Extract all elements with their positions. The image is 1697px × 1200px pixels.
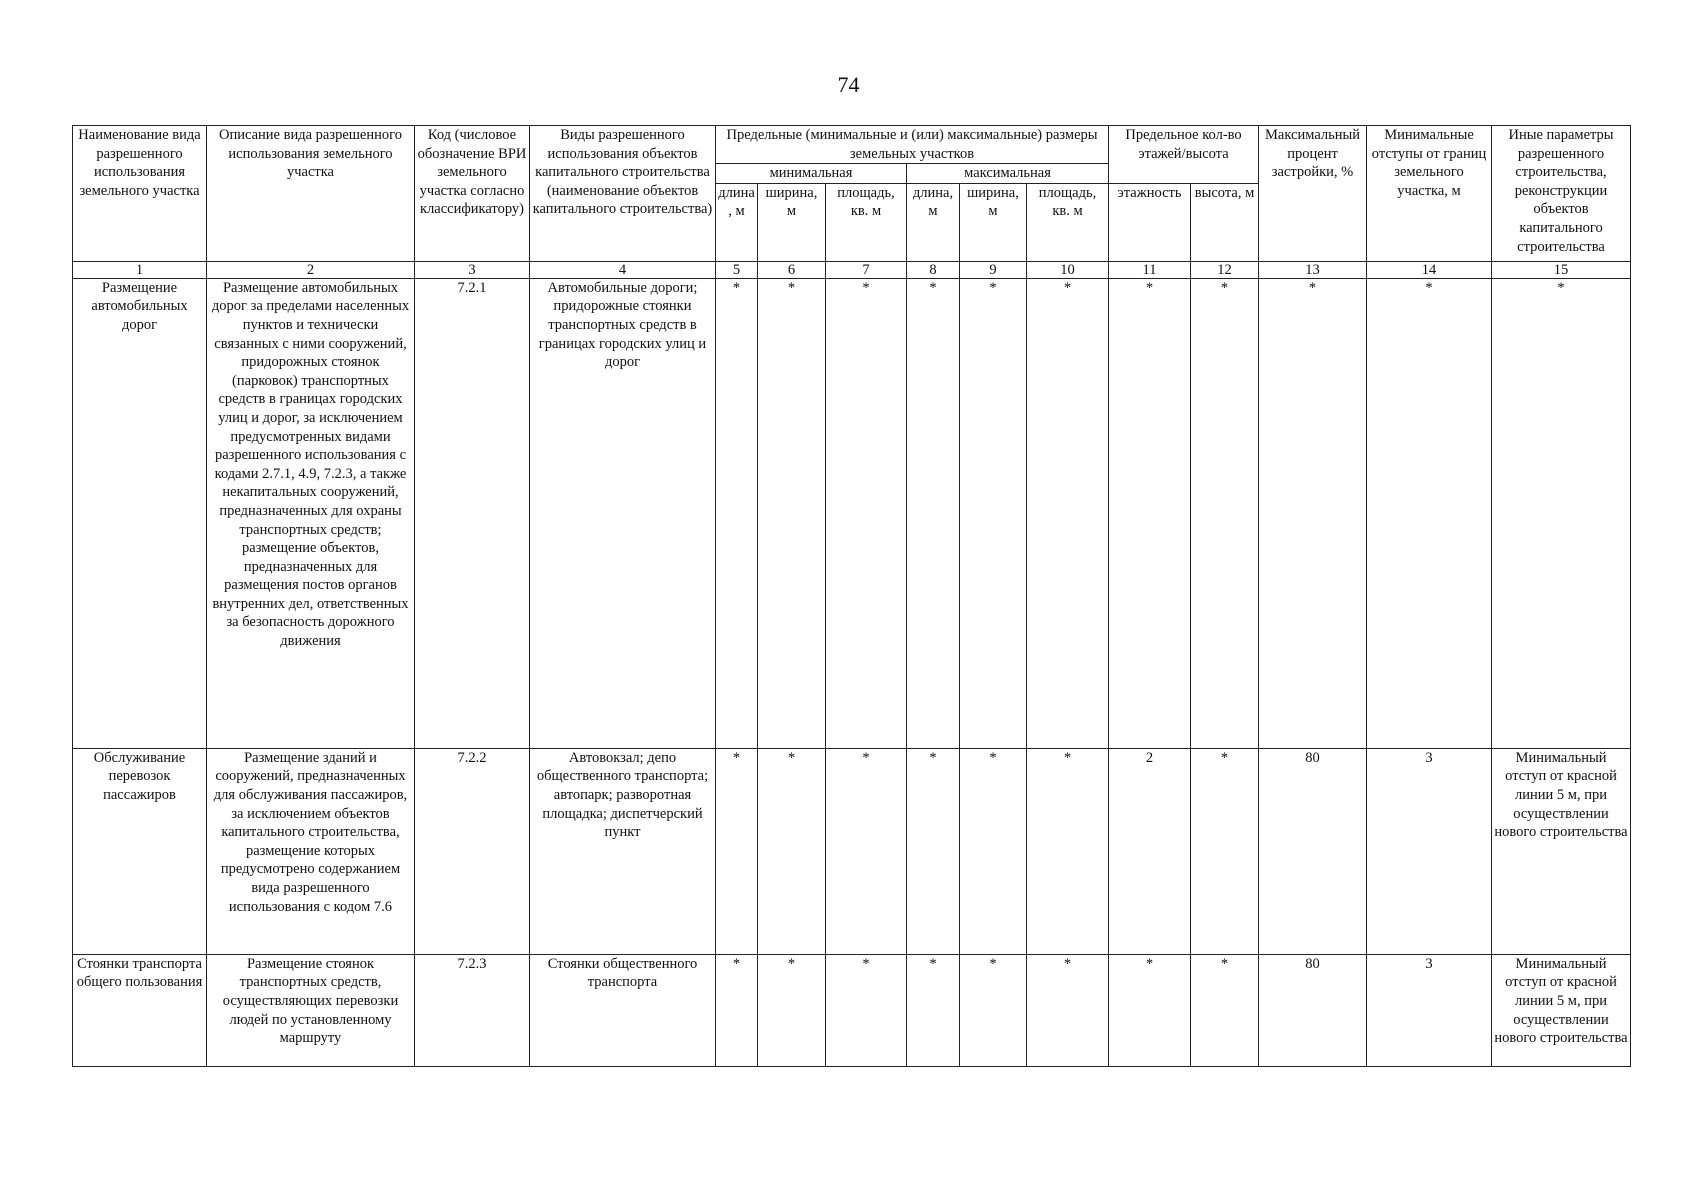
row-other: * <box>1492 278 1631 748</box>
row-max-area: * <box>1027 954 1109 1066</box>
row-min-setback: 3 <box>1367 954 1492 1066</box>
row-floors: 2 <box>1109 748 1191 954</box>
row-min-length: * <box>716 748 758 954</box>
column-number-row <box>73 261 1631 278</box>
header-max-width: ширина, м <box>960 183 1027 261</box>
column-number: 1 <box>73 261 207 278</box>
header-height: высота, м <box>1191 183 1259 261</box>
page-number: 74 <box>837 72 860 97</box>
row-min-width: * <box>758 748 826 954</box>
row-description: Размещение стоянок транспортных средств, осуществляющих перевозки людей по установленному маршруту <box>207 954 415 1066</box>
column-number: 3 <box>415 261 530 278</box>
row-floors: * <box>1109 278 1191 748</box>
row-other: Минимальный отступ от красной линии 5 м, при осуществлении нового строительства <box>1492 954 1631 1066</box>
header-min-setback: Минимальные отступы от границ земельного участка, м <box>1367 126 1492 262</box>
row-objects: Автомобильные дороги; придорожные стоянки транспортных средств в границах городских улиц и дорог <box>530 278 716 748</box>
header-description: Описание вида разрешенного использования земельного участка <box>207 126 415 262</box>
row-min-width: * <box>758 278 826 748</box>
row-description: Размещение автомобильных дорог за пределами населенных пунктов и технически связанных с ними сооружений, придорожных стоянок (парковок) транспортных средств в границах городских улиц и дорог, за исключением предусмотренных видами разрешенного использования с кодами 2.7.1, 4.9, 7.2.3, а также некапитальных сооружений, предназначенных для охраны транспортных средств; размещение объектов, предназначенных для размещения постов органов внутренних дел, ответственных за безопасность дорожного движения <box>207 278 415 748</box>
row-max-width: * <box>960 748 1027 954</box>
row-min-setback: 3 <box>1367 748 1492 954</box>
header-code: Код (числовое обозначение ВРИ земельного участка согласно классификатору) <box>415 126 530 262</box>
row-objects: Автовокзал; депо общественного транспорта; автопарк; разворотная площадка; диспетчерский пункт <box>530 748 716 954</box>
row-max-percent: 80 <box>1259 748 1367 954</box>
column-number: 6 <box>758 261 826 278</box>
header-max-length: длина, м <box>907 183 960 261</box>
column-number: 10 <box>1027 261 1109 278</box>
table-row <box>73 954 1631 1066</box>
row-floors: * <box>1109 954 1191 1066</box>
row-description: Размещение зданий и сооружений, предназначенных для обслуживания пассажиров, за исключением объектов капитального строительства, размещение которых предусмотрено содержанием вида разрешенного использования с кодом 7.6 <box>207 748 415 954</box>
column-number: 7 <box>826 261 907 278</box>
header-max-area: площадь, кв. м <box>1027 183 1109 261</box>
row-name: Стоянки транспорта общего пользования <box>73 954 207 1066</box>
header-min-area: площадь, кв. м <box>826 183 907 261</box>
column-number: 12 <box>1191 261 1259 278</box>
row-name: Размещение автомобильных дорог <box>73 278 207 748</box>
row-max-length: * <box>907 748 960 954</box>
land-use-table <box>72 125 1631 1067</box>
header-floors: этажность <box>1109 183 1191 261</box>
header-plot-sizes: Предельные (минимальные и (или) максимальные) размеры земельных участков <box>716 126 1109 164</box>
row-height: * <box>1191 748 1259 954</box>
row-other: Минимальный отступ от красной линии 5 м, при осуществлении нового строительства <box>1492 748 1631 954</box>
column-number: 2 <box>207 261 415 278</box>
row-height: * <box>1191 278 1259 748</box>
header-name: Наименование вида разрешенного использования земельного участка <box>73 126 207 262</box>
row-height: * <box>1191 954 1259 1066</box>
header-max-percent: Максимальный процент застройки, % <box>1259 126 1367 262</box>
row-max-percent: * <box>1259 278 1367 748</box>
column-number: 5 <box>716 261 758 278</box>
column-number: 13 <box>1259 261 1367 278</box>
header-min-width: ширина, м <box>758 183 826 261</box>
row-max-length: * <box>907 954 960 1066</box>
row-objects: Стоянки общественного транспорта <box>530 954 716 1066</box>
row-max-area: * <box>1027 278 1109 748</box>
row-name: Обслуживание перевозок пассажиров <box>73 748 207 954</box>
table-row <box>73 278 1631 748</box>
column-number: 4 <box>530 261 716 278</box>
header-floors-height: Предельное кол-во этажей/высота <box>1109 126 1259 184</box>
column-number: 15 <box>1492 261 1631 278</box>
header-min-length: длина, м <box>716 183 758 261</box>
row-max-percent: 80 <box>1259 954 1367 1066</box>
table-row <box>73 748 1631 954</box>
header-row-1 <box>73 126 1631 164</box>
row-max-length: * <box>907 278 960 748</box>
row-min-width: * <box>758 954 826 1066</box>
row-code: 7.2.2 <box>415 748 530 954</box>
row-min-area: * <box>826 954 907 1066</box>
row-code: 7.2.1 <box>415 278 530 748</box>
row-min-length: * <box>716 278 758 748</box>
column-number: 9 <box>960 261 1027 278</box>
row-min-area: * <box>826 278 907 748</box>
column-number: 8 <box>907 261 960 278</box>
header-objects: Виды разрешенного использования объектов капитального строительства (наименование объектов капитального строительства) <box>530 126 716 262</box>
column-number: 11 <box>1109 261 1191 278</box>
column-number: 14 <box>1367 261 1492 278</box>
row-min-setback: * <box>1367 278 1492 748</box>
row-max-area: * <box>1027 748 1109 954</box>
header-other-params: Иные параметры разрешенного строительства, реконструкции объектов капитального строительства <box>1492 126 1631 262</box>
row-min-length: * <box>716 954 758 1066</box>
row-min-area: * <box>826 748 907 954</box>
header-max-group: максимальная <box>907 164 1109 184</box>
row-max-width: * <box>960 954 1027 1066</box>
header-min-group: минимальная <box>716 164 907 184</box>
row-max-width: * <box>960 278 1027 748</box>
row-code: 7.2.3 <box>415 954 530 1066</box>
